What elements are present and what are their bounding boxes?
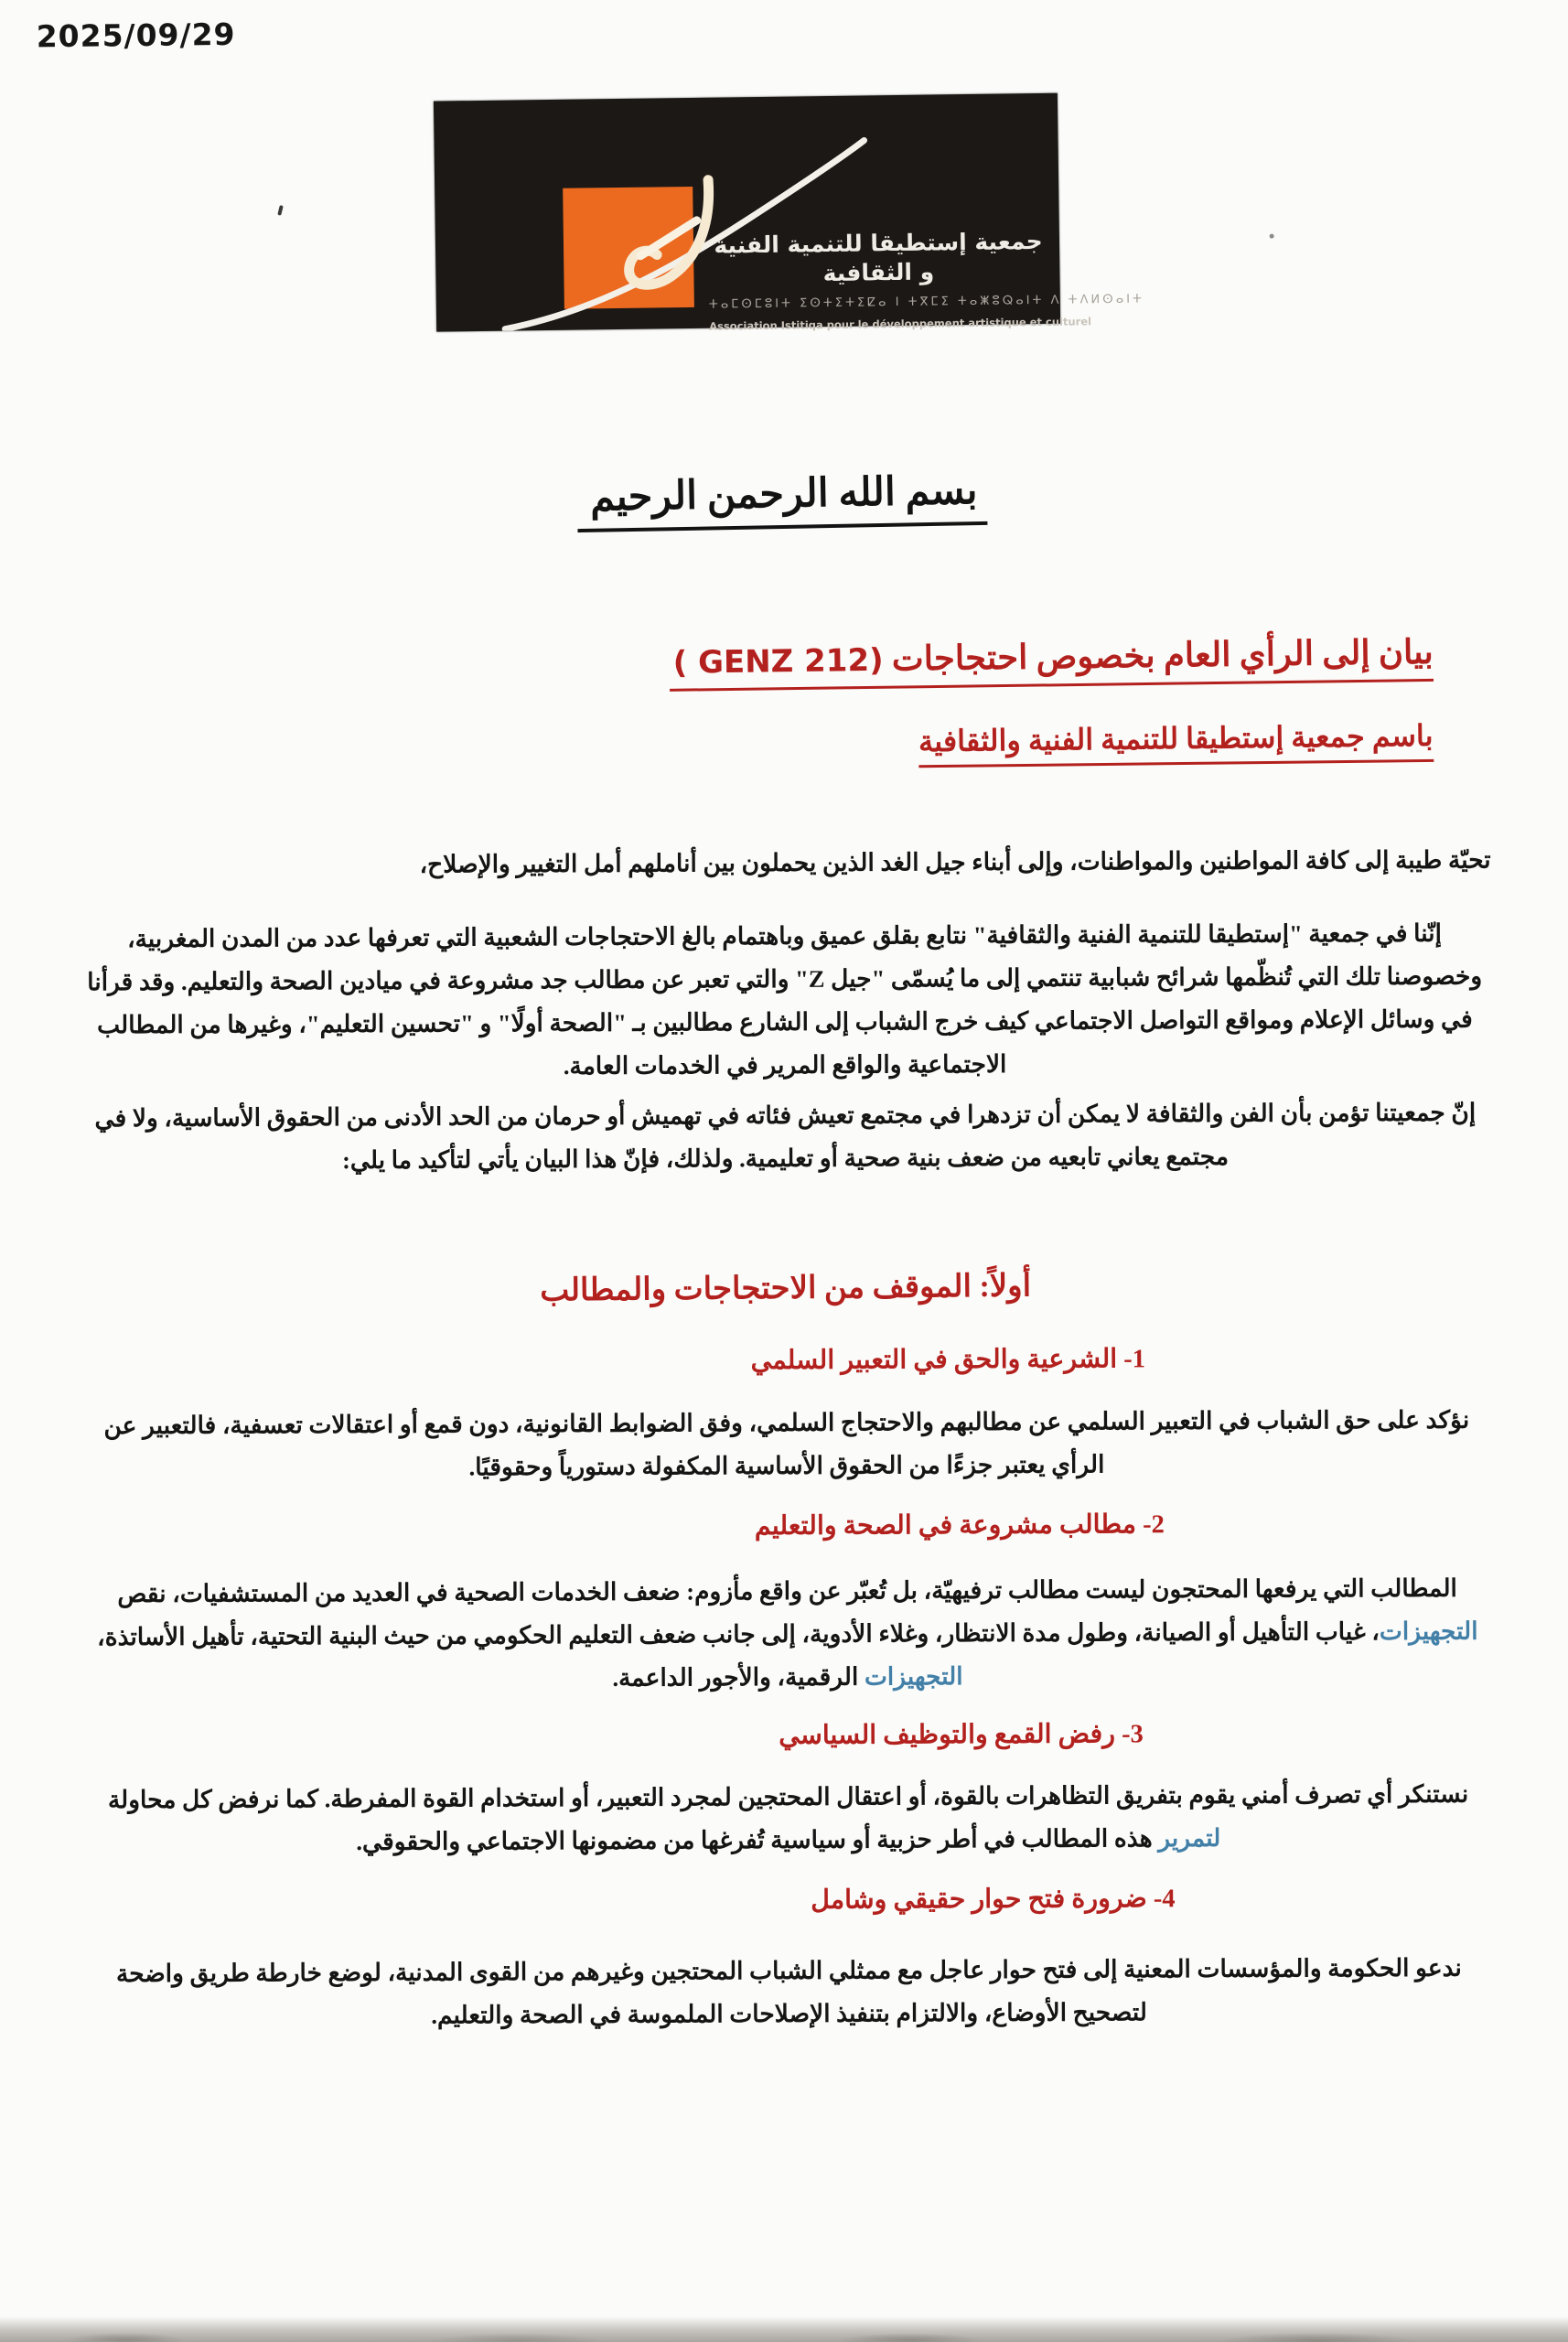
scan-speck xyxy=(277,205,283,216)
statement-title-genz: ( GENZ 212) xyxy=(672,641,884,682)
item3-seg1: نستنكر أي تصرف أمني يقوم بتفريق التظاهرات بالقوة، أو اعتقال المحتجين لمجرد التعبير، أو استخدام القوة المفرطة. كما نرفض كل محاولة xyxy=(107,1779,1469,1814)
item2-blue-word-2: التجهيزات xyxy=(864,1662,963,1691)
logo-name-tifinagh: ⵜⴰⵎⵙⵎⵓⵏⵜ ⵉⵙⵜⵉⵜⵉⵇⴰ ⵏ ⵜⴳⵎⵉ ⵜⴰⵥⵓⵕⴰⵏⵜ ⴷ ⵜⴷⵍⵙⴰⵏⵜ xyxy=(708,292,1145,312)
paragraph-item-4: ندعو الحكومة والمؤسسات المعنية إلى فتح حوار عاجل مع ممثلي الشباب المحتجين وغيرهم من القوى المدنية، لوضع خارطة طريق واضحة لتصحيح الأوضاع، والالتزام بتنفيذ الإصلاحات الملموسة في الصحة والتعليم. xyxy=(115,1953,1462,2029)
logo-name-arabic: جمعية إستطيقا للتنمية الفنية و الثقافية xyxy=(714,227,1043,287)
subheading-3-repression: 3- رفض القمع والتوظيف السياسي xyxy=(779,1720,1144,1751)
scanner-edge-artifact xyxy=(0,2316,1568,2342)
subheading-1-legitimacy: 1- الشرعية والحق في التعبير السلمي xyxy=(750,1345,1146,1376)
section-heading-first: أولاً: الموقف من الاحتجاجات والمطالب xyxy=(540,1269,1032,1308)
item3-seg2: هذه المطالب في أطر حزبية أو سياسية تُفرغها من مضمونها الاجتماعي والحقوقي. xyxy=(356,1824,1159,1856)
paragraph-item-3 xyxy=(81,1773,1495,1865)
greeting-line: تحيّة طيبة إلى كافة المواطنين والمواطنات، وإلى أبناء جيل الغد الذين يحملون بين أناملهم أمل التغيير والإصلاح، xyxy=(419,845,1491,878)
date-stamp: 2025/09/29 xyxy=(36,16,236,55)
paragraph-item-1: نؤكد على حق الشباب في التعبير السلمي عن مطالبهم والاحتجاج السلمي، وفق الضوابط القانونية، دون قمع أو اعتقالات تعسفية، فالتعبير عن الرأي يعتبر جزءًا من الحقوق الأساسية المكفولة دستورياً وحقوقيًا. xyxy=(103,1405,1470,1481)
intro-paragraph-1: إنّنا في جمعية "إستطيقا للتنمية الفنية والثقافية" نتابع بقلق عميق وباهتمام بالغ الاحتجاجات الشعبية التي تعرفها عدد من المدن المغربية، وخصوصنا تلك التي تُنظّمها شرائح شبابية تنتمي إلى ما يُسمّى "جيل Z" والتي تعبر عن مطالب جد مشروعة في ميادين الصحة والتعليم. وقد قرأنا في وسائل الإعلام ومواقع التواصل الاجتماعي كيف خرج الشباب إلى الشارع مطالبين بـ "الصحة أولًا" و "تحسين التعليم"، وغيرها من المطالب الاجتماعية والواقع المرير في الخدمات العامة. xyxy=(87,919,1483,1080)
statement-title-arabic: بيان إلى الرأي العام بخصوص احتجاجات xyxy=(891,633,1434,679)
paragraph-item-2 xyxy=(81,1567,1495,1703)
item2-seg2: ، غياب التأهيل أو الصيانة، وطول مدة الانتظار، وغلاء الأدوية، إلى جانب ضعف التعليم الحكومي من حيث البنية التحتية، تأهيل الأساتذة، xyxy=(97,1617,1380,1651)
scan-speck xyxy=(1270,234,1274,239)
logo-name-french: Association Istitiqa pour le développement artistique et culturel xyxy=(709,315,1092,333)
subheading-4-dialogue: 4- ضرورة فتح حوار حقيقي وشامل xyxy=(811,1885,1176,1915)
item2-blue-word-1: التجهيزات xyxy=(1379,1617,1478,1646)
statement-title-line2: باسم جمعية إستطيقا للتنمية الفنية والثقافية xyxy=(918,718,1434,768)
logo-text-block xyxy=(708,227,1145,333)
intro-paragraph-2: إنّ جمعيتنا تؤمن بأن الفن والثقافة لا يمكن أن تزدهرا في مجتمع تعيش فئاته في تهميش أو حرمان من الحد الأدنى من الحقوق الأساسية، ولا في مجتمع يعاني تابعيه من ضعف بنية صحية أو تعليمية. ولذلك، فإنّ هذا البيان يأتي لتأكيد ما يلي: xyxy=(94,1098,1477,1175)
item2-seg3: الرقمية، والأجور الداعمة. xyxy=(612,1662,865,1692)
statement-title-line1 xyxy=(669,632,1434,692)
basmala-text: بسم الله الرحمن الرحيم xyxy=(577,467,988,532)
item2-seg1: المطالب التي يرفعها المحتجون ليست مطالب ترفيهيّة، بل تُعبّر عن واقع مأزوم: ضعف الخدمات الصحية في العديد من المستشفيات، نقص xyxy=(117,1574,1457,1608)
item3-blue-word: لتمرير xyxy=(1158,1823,1221,1853)
subheading-2-demands: 2- مطالب مشروعة في الصحة والتعليم xyxy=(754,1510,1165,1542)
basmala-heading xyxy=(0,457,1566,543)
association-logo xyxy=(434,93,1145,333)
